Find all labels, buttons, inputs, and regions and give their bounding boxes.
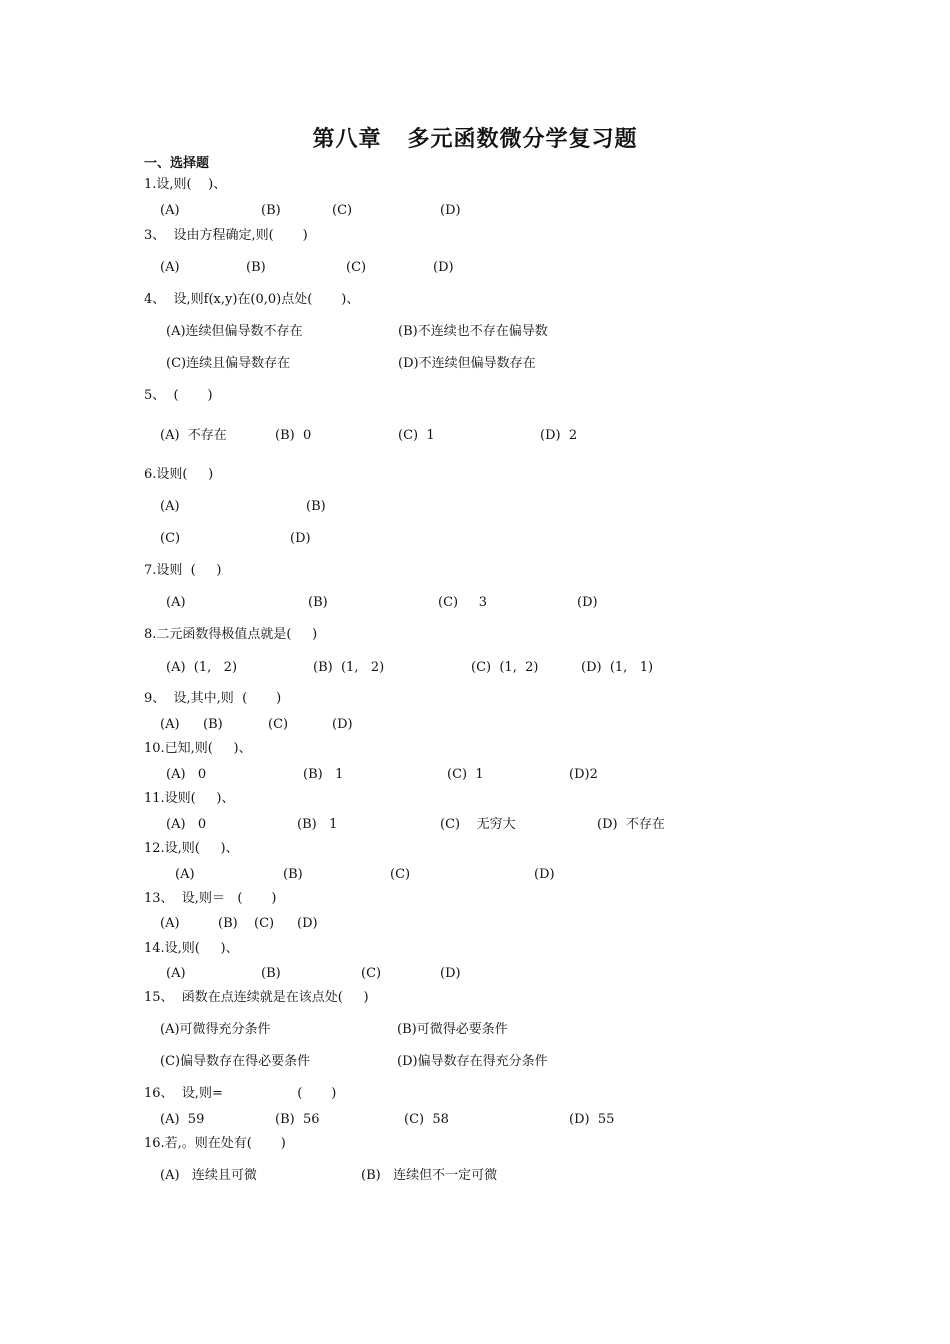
question-14-stem: 14.设,则( )、	[144, 941, 239, 956]
q14-option-d: (D)	[440, 966, 461, 981]
q13-option-c: (C)	[254, 916, 275, 931]
q5-option-a: (A) 不存在	[160, 428, 227, 443]
q15-option-b: (B)可微得必要条件	[397, 1022, 508, 1037]
q8-option-d: (D) (1, 1)	[581, 660, 654, 675]
q4-option-c: (C)连续且偏导数存在	[166, 356, 291, 371]
q16-option-d: (D) 55	[569, 1112, 615, 1127]
question-9-stem: 9、 设,其中,则 ( )	[144, 691, 282, 706]
q12-option-a: (A)	[175, 867, 195, 882]
q7-option-b: (B)	[308, 595, 328, 610]
q16-option-c: (C) 58	[404, 1112, 449, 1127]
q9-option-d: (D)	[332, 717, 353, 732]
q10-option-d: (D)2	[569, 767, 598, 782]
q16-option-b: (B) 56	[275, 1112, 320, 1127]
q1-option-b: (B)	[261, 203, 281, 218]
q8-option-c: (C) (1, 2)	[471, 660, 539, 675]
q16b-option-b: (B) 连续但不一定可微	[361, 1168, 498, 1183]
question-7-stem: 7.设则 ( )	[144, 563, 222, 578]
q6-option-a: (A)	[160, 499, 180, 514]
q8-option-b: (B) (1, 2)	[313, 660, 385, 675]
q14-option-a: (A)	[166, 966, 186, 981]
q9-option-a: (A)	[160, 717, 180, 732]
page-title: 第八章 多元函数微分学复习题	[312, 126, 638, 152]
q7-option-d: (D)	[577, 595, 598, 610]
q5-option-b: (B) 0	[275, 428, 312, 443]
q3-option-d: (D)	[433, 260, 454, 275]
q13-option-d: (D)	[297, 916, 318, 931]
q11-option-b: (B) 1	[297, 817, 338, 832]
q7-option-c: (C) 3	[438, 595, 488, 610]
q7-option-a: (A)	[166, 595, 186, 610]
q1-option-c: (C)	[332, 203, 353, 218]
q3-option-c: (C)	[346, 260, 367, 275]
question-12-stem: 12.设,则( )、	[144, 841, 239, 856]
q15-option-c: (C)偏导数存在得必要条件	[160, 1054, 311, 1069]
question-3-stem: 3、 设由方程确定,则( )	[144, 228, 308, 243]
question-15-stem: 15、 函数在点连续就是在该点处( )	[144, 990, 369, 1005]
question-16b-stem: 16.若,。则在处有( )	[144, 1136, 286, 1151]
question-16-stem: 16、 设,则= ( )	[144, 1086, 337, 1101]
q13-option-a: (A)	[160, 916, 180, 931]
question-4-stem: 4、 设,则f(x,y)在(0,0)点处( )、	[144, 292, 360, 307]
question-5-stem: 5、 ( )	[144, 388, 213, 403]
q9-option-b: (B)	[203, 717, 223, 732]
q12-option-d: (D)	[534, 867, 555, 882]
question-11-stem: 11.设则( )、	[144, 791, 235, 806]
q15-option-d: (D)偏导数存在得充分条件	[397, 1054, 548, 1069]
q15-option-a: (A)可微得充分条件	[160, 1022, 271, 1037]
q4-option-b: (B)不连续也不存在偏导数	[398, 324, 548, 339]
q10-option-c: (C) 1	[447, 767, 484, 782]
question-10-stem: 10.已知,则( )、	[144, 741, 252, 756]
q6-option-d: (D)	[290, 531, 311, 546]
q10-option-a: (A) 0	[166, 767, 207, 782]
q12-option-b: (B)	[283, 867, 303, 882]
question-13-stem: 13、 设,则＝ ( )	[144, 891, 277, 906]
q13-option-b: (B)	[218, 916, 238, 931]
q4-option-a: (A)连续但偏导数不存在	[166, 324, 303, 339]
q5-option-d: (D) 2	[540, 428, 578, 443]
q4-option-d: (D)不连续但偏导数存在	[398, 356, 536, 371]
q9-option-c: (C)	[268, 717, 289, 732]
q16b-option-a: (A) 连续且可微	[160, 1168, 257, 1183]
q10-option-b: (B) 1	[303, 767, 344, 782]
q14-option-b: (B)	[261, 966, 281, 981]
question-6-stem: 6.设则( )	[144, 467, 214, 482]
question-8-stem: 8.二元函数得极值点就是( )	[144, 627, 318, 642]
q11-option-c: (C) 无穷大	[440, 817, 516, 832]
q5-option-c: (C) 1	[398, 428, 435, 443]
q14-option-c: (C)	[361, 966, 382, 981]
q12-option-c: (C)	[390, 867, 411, 882]
q8-option-a: (A) (1, 2)	[166, 660, 238, 675]
q3-option-a: (A)	[160, 260, 180, 275]
q11-option-a: (A) 0	[166, 817, 207, 832]
q6-option-c: (C)	[160, 531, 181, 546]
q1-option-a: (A)	[160, 203, 180, 218]
q1-option-d: (D)	[440, 203, 461, 218]
q3-option-b: (B)	[246, 260, 266, 275]
q6-option-b: (B)	[306, 499, 326, 514]
q16-option-a: (A) 59	[160, 1112, 205, 1127]
q11-option-d: (D) 不存在	[597, 817, 665, 832]
question-1-stem: 1.设,则( )、	[144, 177, 227, 192]
section-heading: 一、选择题	[144, 156, 210, 171]
